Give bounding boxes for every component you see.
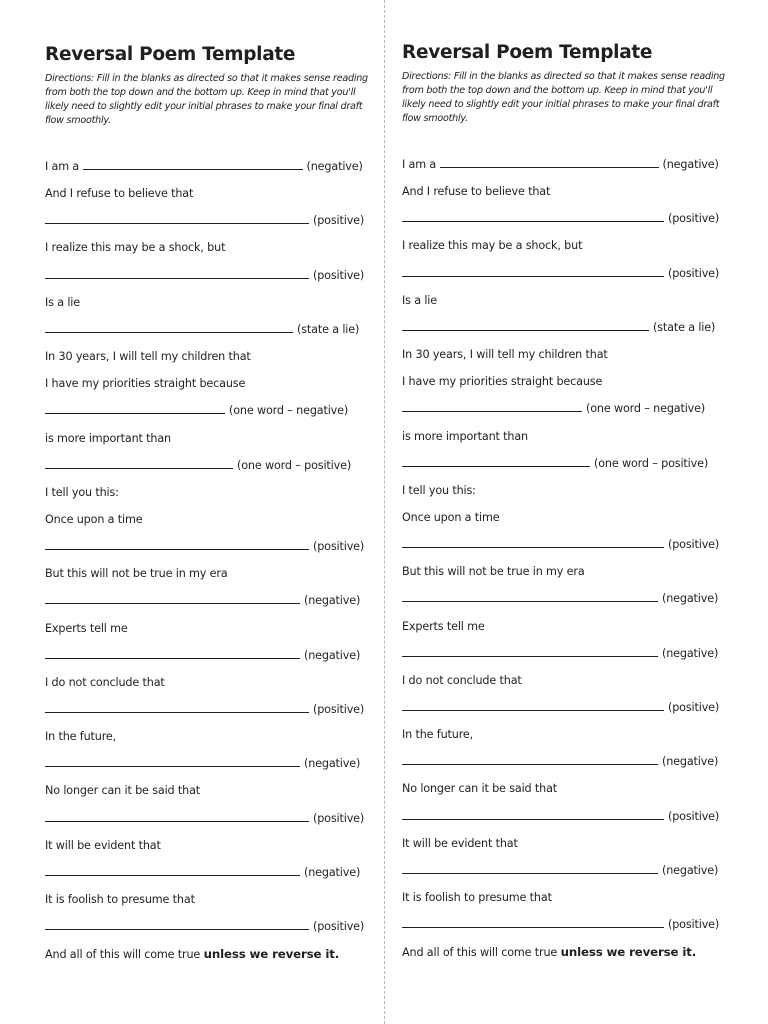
fill-in-blank[interactable] bbox=[402, 873, 658, 874]
fill-in-blank[interactable] bbox=[402, 601, 658, 602]
blank-hint: (negative) bbox=[306, 160, 363, 173]
directions-text: Directions: Fill in the blanks as directed so that it makes sense reading from both the top down and the bottom up. Keep in mind that you'll likely need to slightly edit your initial phrases to make your final draft flow smoothly. bbox=[45, 73, 368, 126]
fill-in-blank[interactable] bbox=[402, 927, 664, 928]
line-text: But this will not be true in my era bbox=[402, 565, 585, 579]
line-text: In 30 years, I will tell my children that bbox=[45, 350, 251, 364]
line-text: And I refuse to believe that bbox=[45, 187, 194, 201]
line-text: No longer can it be said that bbox=[402, 782, 558, 796]
poem-line bbox=[402, 671, 522, 691]
fill-in-blank[interactable] bbox=[45, 712, 309, 713]
blank-hint: (one word – negative) bbox=[586, 402, 706, 416]
poem-line bbox=[402, 454, 708, 474]
poem-line bbox=[45, 727, 116, 747]
blank-hint: (negative) bbox=[662, 158, 719, 171]
poem-line bbox=[45, 591, 360, 611]
poem-line bbox=[45, 320, 359, 340]
poem-line bbox=[402, 915, 719, 935]
poem-line bbox=[402, 264, 719, 284]
line-text: And all of this will come true bbox=[402, 946, 561, 960]
fill-in-blank[interactable] bbox=[45, 332, 293, 333]
line-text: No longer can it be said that bbox=[45, 784, 201, 798]
poem-line bbox=[402, 345, 608, 365]
fill-in-blank[interactable] bbox=[440, 167, 659, 168]
poem-line bbox=[402, 399, 705, 419]
poem-line bbox=[402, 779, 557, 799]
blank-hint: (one word – positive) bbox=[237, 458, 352, 472]
blank-hint: (state a lie) bbox=[653, 320, 716, 334]
poem-line bbox=[45, 456, 351, 476]
line-text: In the future, bbox=[45, 730, 117, 744]
fill-in-blank[interactable] bbox=[402, 547, 664, 548]
poem-line bbox=[45, 374, 245, 394]
poem-line bbox=[45, 429, 171, 449]
poem-line bbox=[45, 483, 119, 503]
fill-in-blank[interactable] bbox=[402, 656, 658, 657]
page-title: Reversal Poem Template bbox=[45, 44, 296, 65]
fill-in-blank[interactable] bbox=[45, 658, 300, 659]
page-title: Reversal Poem Template bbox=[402, 42, 653, 63]
poem-line bbox=[402, 481, 476, 501]
poem-line bbox=[45, 809, 364, 829]
fill-in-blank[interactable] bbox=[45, 278, 309, 279]
blank-hint: (positive) bbox=[313, 540, 365, 554]
blank-hint: (positive) bbox=[668, 212, 720, 226]
blank-hint: (positive) bbox=[668, 809, 720, 823]
poem-line bbox=[402, 372, 602, 392]
fill-in-blank[interactable] bbox=[45, 766, 300, 767]
line-text: In 30 years, I will tell my children that bbox=[402, 348, 608, 362]
poem-line bbox=[402, 589, 718, 609]
poem-line bbox=[45, 673, 165, 693]
line-text: It will be evident that bbox=[402, 836, 518, 850]
blank-hint: (negative) bbox=[304, 865, 361, 879]
fill-in-blank[interactable] bbox=[402, 710, 664, 711]
fill-in-blank[interactable] bbox=[402, 330, 649, 331]
fill-in-blank[interactable] bbox=[402, 466, 590, 467]
poem-line bbox=[402, 834, 518, 854]
line-text: Experts tell me bbox=[45, 621, 128, 635]
poem-line bbox=[45, 211, 364, 231]
poem-line bbox=[402, 698, 719, 718]
line-text: I tell you this: bbox=[402, 483, 476, 497]
poem-line bbox=[45, 700, 364, 720]
fill-in-blank[interactable] bbox=[45, 413, 225, 414]
line-text: Once upon a time bbox=[402, 510, 500, 524]
line-text: I tell you this: bbox=[45, 485, 119, 499]
poem-line bbox=[402, 427, 528, 447]
line-text: It is foolish to presume that bbox=[402, 891, 552, 905]
blank-hint: (negative) bbox=[662, 863, 719, 877]
line-text: Experts tell me bbox=[402, 619, 485, 633]
blank-hint: (negative) bbox=[304, 594, 361, 608]
poem-line bbox=[402, 291, 437, 311]
fill-in-blank[interactable] bbox=[45, 468, 233, 469]
poem-line bbox=[45, 401, 348, 421]
fill-in-blank[interactable] bbox=[45, 549, 309, 550]
line-text: is more important than bbox=[45, 431, 171, 445]
blank-hint: (negative) bbox=[304, 757, 361, 771]
blank-hint: (positive) bbox=[313, 920, 365, 934]
poem-line bbox=[402, 155, 719, 175]
line-text: And I refuse to believe that bbox=[402, 185, 551, 199]
fill-in-blank[interactable] bbox=[402, 411, 582, 412]
blank-hint: (positive) bbox=[313, 214, 365, 228]
blank-hint: (negative) bbox=[662, 755, 719, 769]
line-text: I am a bbox=[45, 160, 83, 173]
poem-line bbox=[45, 890, 195, 910]
fill-in-blank[interactable] bbox=[83, 169, 303, 170]
fill-in-blank[interactable] bbox=[45, 821, 309, 822]
dashed-cut-line bbox=[384, 0, 385, 1024]
blank-hint: (negative) bbox=[662, 646, 719, 660]
poem-line bbox=[402, 861, 718, 881]
poem-line bbox=[45, 619, 128, 639]
blank-hint: (positive) bbox=[313, 703, 365, 716]
poem-line bbox=[45, 293, 80, 313]
line-text: I do not conclude that bbox=[402, 673, 522, 687]
line-text: Is a lie bbox=[45, 295, 80, 309]
blank-hint: (positive) bbox=[668, 538, 720, 552]
line-text: But this will not be true in my era bbox=[45, 567, 228, 581]
poem-line bbox=[45, 781, 200, 801]
line-text: is more important than bbox=[402, 429, 528, 443]
closing-emphasis: unless we reverse it. bbox=[203, 947, 340, 962]
poem-line bbox=[45, 836, 161, 856]
fill-in-blank[interactable] bbox=[402, 764, 658, 765]
fill-in-blank[interactable] bbox=[45, 875, 300, 876]
poem-line bbox=[45, 564, 228, 584]
line-text: It is foolish to presume that bbox=[45, 893, 195, 907]
blank-hint: (positive) bbox=[668, 701, 720, 714]
poem-line bbox=[402, 318, 715, 338]
blank-hint: (negative) bbox=[304, 648, 361, 662]
fill-in-blank[interactable] bbox=[45, 929, 309, 930]
blank-hint: (negative) bbox=[662, 592, 719, 606]
poem-line bbox=[402, 617, 485, 637]
poem-line bbox=[45, 754, 360, 774]
poem-line bbox=[402, 888, 552, 908]
poem-line bbox=[402, 209, 719, 229]
poem-line bbox=[45, 238, 225, 258]
line-text: I do not conclude that bbox=[45, 675, 165, 689]
blank-hint: (one word – positive) bbox=[594, 456, 709, 470]
blank-hint: (state a lie) bbox=[297, 322, 360, 336]
poem-line bbox=[402, 807, 719, 827]
line-text: Once upon a time bbox=[45, 512, 143, 526]
poem-line bbox=[45, 646, 360, 666]
closing-emphasis: unless we reverse it. bbox=[560, 945, 697, 960]
line-text: I am a bbox=[402, 158, 440, 171]
poem-line bbox=[402, 752, 718, 772]
blank-hint: (positive) bbox=[668, 918, 720, 932]
directions-text: Directions: Fill in the blanks as directed so that it makes sense reading from both the top down and the bottom up. Keep in mind that you'll likely need to slightly edit your initial phrases to make your final draft flow smoothly. bbox=[402, 71, 725, 124]
line-text: Is a lie bbox=[402, 293, 437, 307]
line-text: I have my priorities straight because bbox=[45, 377, 246, 391]
blank-hint: (positive) bbox=[313, 268, 365, 282]
line-text: And all of this will come true bbox=[45, 948, 204, 962]
fill-in-blank[interactable] bbox=[402, 819, 664, 820]
fill-in-blank[interactable] bbox=[45, 603, 300, 604]
poem-line bbox=[45, 157, 363, 177]
line-text: I have my priorities straight because bbox=[402, 375, 603, 389]
poem-line bbox=[402, 236, 582, 256]
line-text: In the future, bbox=[402, 728, 474, 742]
blank-hint: (one word – negative) bbox=[229, 404, 349, 418]
poem-line bbox=[402, 562, 585, 582]
poem-line bbox=[45, 510, 142, 530]
poem-line bbox=[45, 266, 364, 286]
poem-line bbox=[402, 508, 499, 528]
line-text: I realize this may be a shock, but bbox=[45, 241, 226, 255]
line-text: I realize this may be a shock, but bbox=[402, 239, 583, 253]
blank-hint: (positive) bbox=[313, 811, 365, 825]
fill-in-blank[interactable] bbox=[402, 276, 664, 277]
poem-line bbox=[402, 182, 550, 202]
poem-line bbox=[402, 725, 473, 745]
line-text: It will be evident that bbox=[45, 838, 161, 852]
poem-line bbox=[45, 537, 364, 557]
poem-line bbox=[45, 184, 193, 204]
poem-line bbox=[402, 942, 696, 962]
poem-line bbox=[45, 944, 339, 964]
fill-in-blank[interactable] bbox=[402, 221, 664, 222]
poem-line bbox=[45, 347, 251, 367]
poem-line bbox=[402, 644, 718, 664]
poem-line bbox=[45, 863, 360, 883]
poem-line bbox=[402, 535, 719, 555]
blank-hint: (positive) bbox=[668, 266, 720, 280]
fill-in-blank[interactable] bbox=[45, 223, 309, 224]
poem-line bbox=[45, 917, 364, 937]
